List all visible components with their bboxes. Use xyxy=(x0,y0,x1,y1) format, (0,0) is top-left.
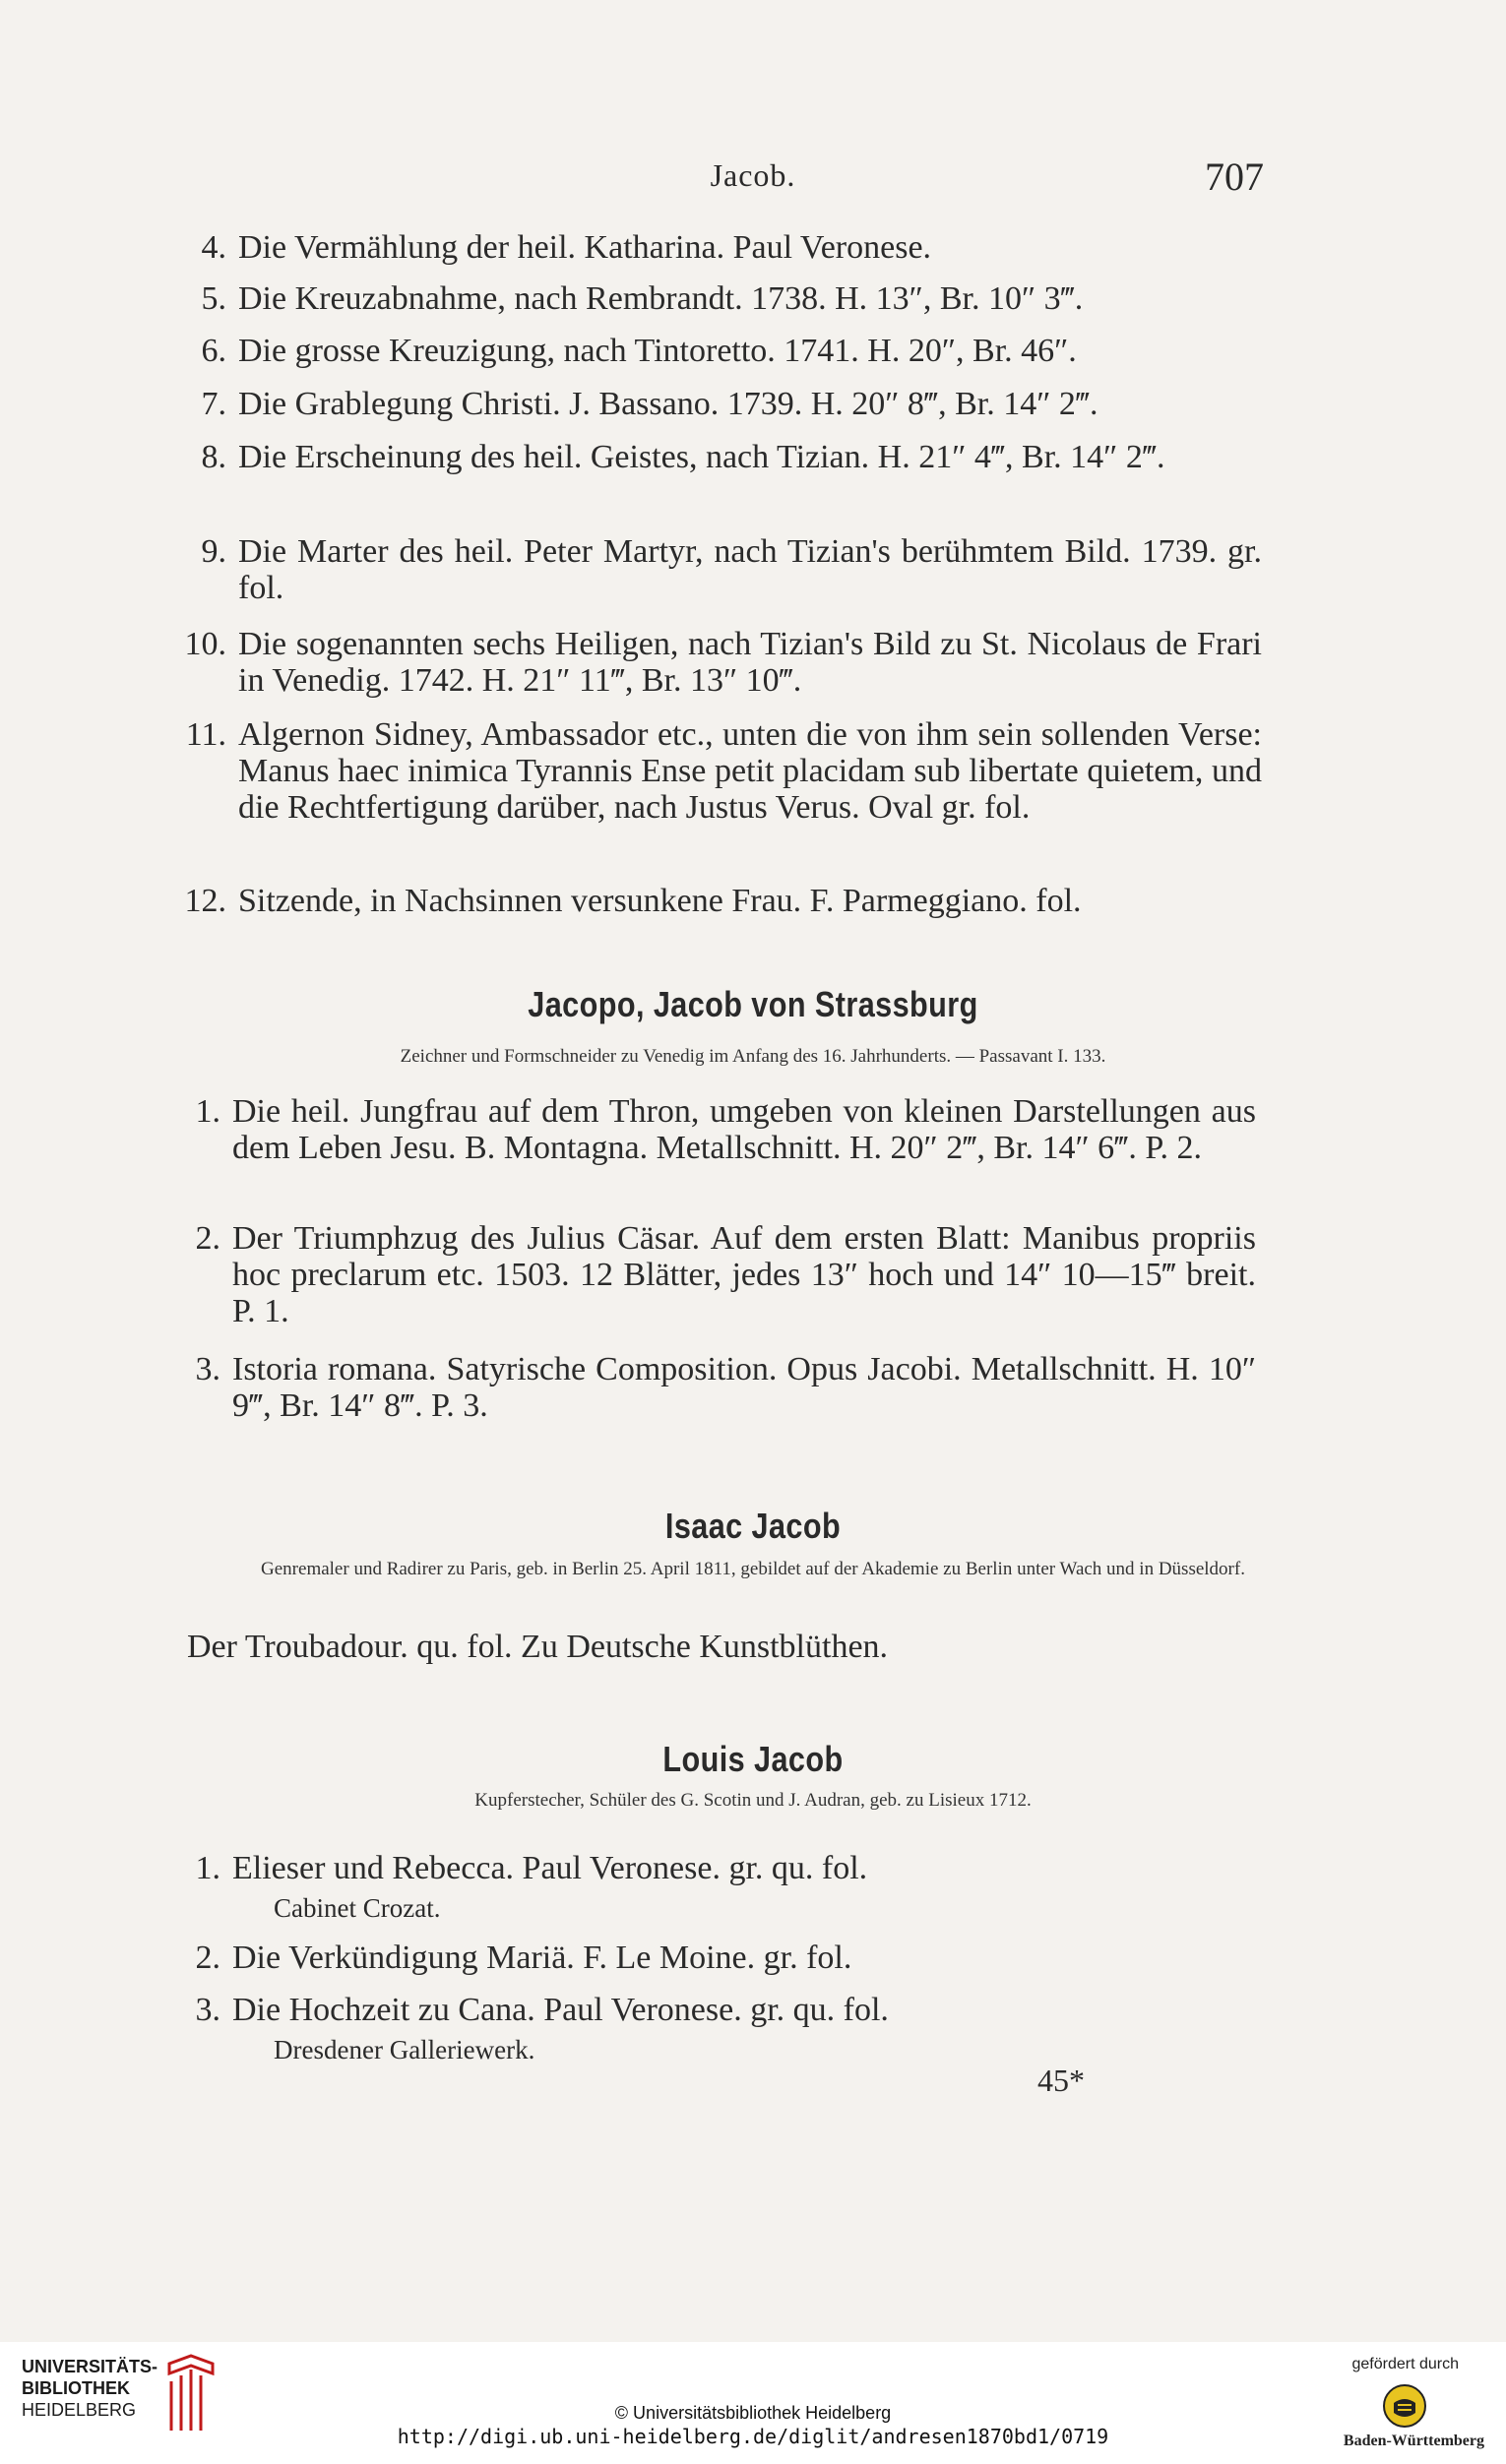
entry-number: 4. xyxy=(201,229,226,266)
louis-entry-3 xyxy=(195,1992,1256,2028)
entry-text: Der Triumphzug des Julius Cäsar. Auf dem ersten Blatt: Manibus propriis hoc preclarum etc. 1503. 12 Blätter, jedes 13″ hoch und 14″ 10—15‴ breit. P. 1. xyxy=(232,1220,1256,1329)
entry-8 xyxy=(201,439,1262,475)
library-name-line3: HEIDELBERG xyxy=(22,2400,137,2420)
entry-number: 3. xyxy=(195,1351,220,1387)
entry-text: Istoria romana. Satyrische Composition. Opus Jacobi. Metallschnitt. H. 10″ 9‴, Br. 14″ 8‴. P. 3. xyxy=(232,1351,1256,1424)
entry-10 xyxy=(184,626,1262,699)
entry-5 xyxy=(201,280,1262,317)
entry-11 xyxy=(185,716,1262,826)
entry-text: Sitzende, in Nachsinnen versunkene Frau. F. Parmeggiano. fol. xyxy=(238,883,1082,919)
jacopo-entry-1 xyxy=(195,1093,1256,1166)
section-title-louis: Louis Jacob xyxy=(662,1739,844,1779)
entry-text: Die Grablegung Christi. J. Bassano. 1739. H. 20″ 8‴, Br. 14″ 2‴. xyxy=(238,386,1098,422)
entry-number: 6. xyxy=(201,333,226,369)
entry-number: 2. xyxy=(195,1940,220,1976)
entry-number: 1. xyxy=(195,1850,220,1886)
entry-number: 3. xyxy=(195,1992,220,2028)
copyright-notice: © Universitätsbibliothek Heidelberg xyxy=(614,2403,892,2423)
entry-number: 10. xyxy=(184,626,226,662)
jacopo-entry-2 xyxy=(195,1220,1256,1329)
entry-number: 11. xyxy=(185,716,226,753)
entry-text: Die Erscheinung des heil. Geistes, nach Tizian. H. 21″ 4‴, Br. 14″ 2‴. xyxy=(238,439,1165,475)
entry-text: Die Kreuzabnahme, nach Rembrandt. 1738. H. 13″, Br. 10″ 3‴. xyxy=(238,280,1084,317)
entry-9 xyxy=(201,533,1262,606)
entry-12 xyxy=(184,883,1262,919)
entry-4 xyxy=(201,229,1262,266)
library-name-line2: BIBLIOTHEK xyxy=(22,2378,130,2398)
funder-name: Baden-Württemberg xyxy=(1343,2433,1484,2449)
state-seal-icon xyxy=(1382,2383,1427,2429)
section-subtitle-jacopo: Zeichner und Formschneider zu Venedig im Anfang des 16. Jahrhunderts. — Passavant I. 133. xyxy=(400,1046,1106,1067)
entry-text: Die Hochzeit zu Cana. Paul Veronese. gr. qu. fol. xyxy=(232,1992,889,2028)
entry-number: 9. xyxy=(201,533,226,570)
permalink-url[interactable]: http://digi.ub.uni-heidelberg.de/diglit/andresen1870bd1/0719 xyxy=(397,2425,1109,2448)
louis-note-3: Dresdener Galleriewerk. xyxy=(274,2035,535,2064)
louis-note-1: Cabinet Crozat. xyxy=(274,1893,441,1923)
isaac-entry xyxy=(187,1629,1260,1665)
entry-text: Die grosse Kreuzigung, nach Tintoretto. 1741. H. 20″, Br. 46″. xyxy=(238,333,1077,369)
entry-text: Die Verkündigung Mariä. F. Le Moine. gr. fol. xyxy=(232,1940,852,1976)
running-title: Jacob. xyxy=(710,157,796,193)
library-name-line1: UNIVERSITÄTS- xyxy=(22,2357,158,2376)
funded-by-label: gefördert durch xyxy=(1351,2356,1459,2372)
section-title-jacopo: Jacopo, Jacob von Strassburg xyxy=(528,984,978,1024)
entry-7 xyxy=(201,386,1262,422)
section-subtitle-isaac: Genremaler und Radirer zu Paris, geb. in Berlin 25. April 1811, gebildet auf der Akademie zu Berlin unter Wach und in Düsseldorf. xyxy=(261,1559,1245,1579)
section-subtitle-louis: Kupferstecher, Schüler des G. Scotin und J. Audran, geb. zu Lisieux 1712. xyxy=(474,1790,1032,1811)
entry-number: 1. xyxy=(195,1093,220,1130)
louis-entry-1 xyxy=(195,1850,1256,1886)
entry-number: 12. xyxy=(184,883,226,919)
entry-number: 2. xyxy=(195,1220,220,1257)
entry-text: Die Vermählung der heil. Katharina. Paul Veronese. xyxy=(238,229,932,266)
digitization-footer xyxy=(0,2342,1506,2464)
signature-mark: 45* xyxy=(1037,2063,1085,2098)
jacopo-entry-3 xyxy=(195,1351,1256,1424)
louis-entry-2 xyxy=(195,1940,1256,1976)
entry-number: 7. xyxy=(201,386,226,422)
entry-text: Die Marter des heil. Peter Martyr, nach Tizian's berühmtem Bild. 1739. gr. fol. xyxy=(238,533,1262,606)
entry-text: Die sogenannten sechs Heiligen, nach Tizian's Bild zu St. Nicolaus de Frari in Venedig. 1742. H. 21″ 11‴, Br. 13″ 10‴. xyxy=(238,626,1262,699)
entry-text: Algernon Sidney, Ambassador etc., unten die von ihm sein sollenden Verse: Manus haec inimica Tyrannis Ense petit placidam sub libertate quietem, und die Rechtfertigung darüber, nach Justus Verus. Oval gr. fol. xyxy=(238,716,1262,826)
section-title-isaac: Isaac Jacob xyxy=(664,1506,842,1546)
page-number: 707 xyxy=(1205,154,1264,199)
entry-text: Der Troubadour. qu. fol. Zu Deutsche Kunstblüthen. xyxy=(187,1629,889,1665)
entry-text: Die heil. Jungfrau auf dem Thron, umgeben von kleinen Darstellungen aus dem Leben Jesu. B. Montagna. Metallschnitt. H. 20″ 2‴, Br. 14″ 6‴. P. 2. xyxy=(232,1093,1256,1166)
entry-number: 8. xyxy=(201,439,226,475)
entry-6 xyxy=(201,333,1262,369)
entry-number: 5. xyxy=(201,280,226,317)
entry-text: Elieser und Rebecca. Paul Veronese. gr. qu. fol. xyxy=(232,1850,868,1886)
